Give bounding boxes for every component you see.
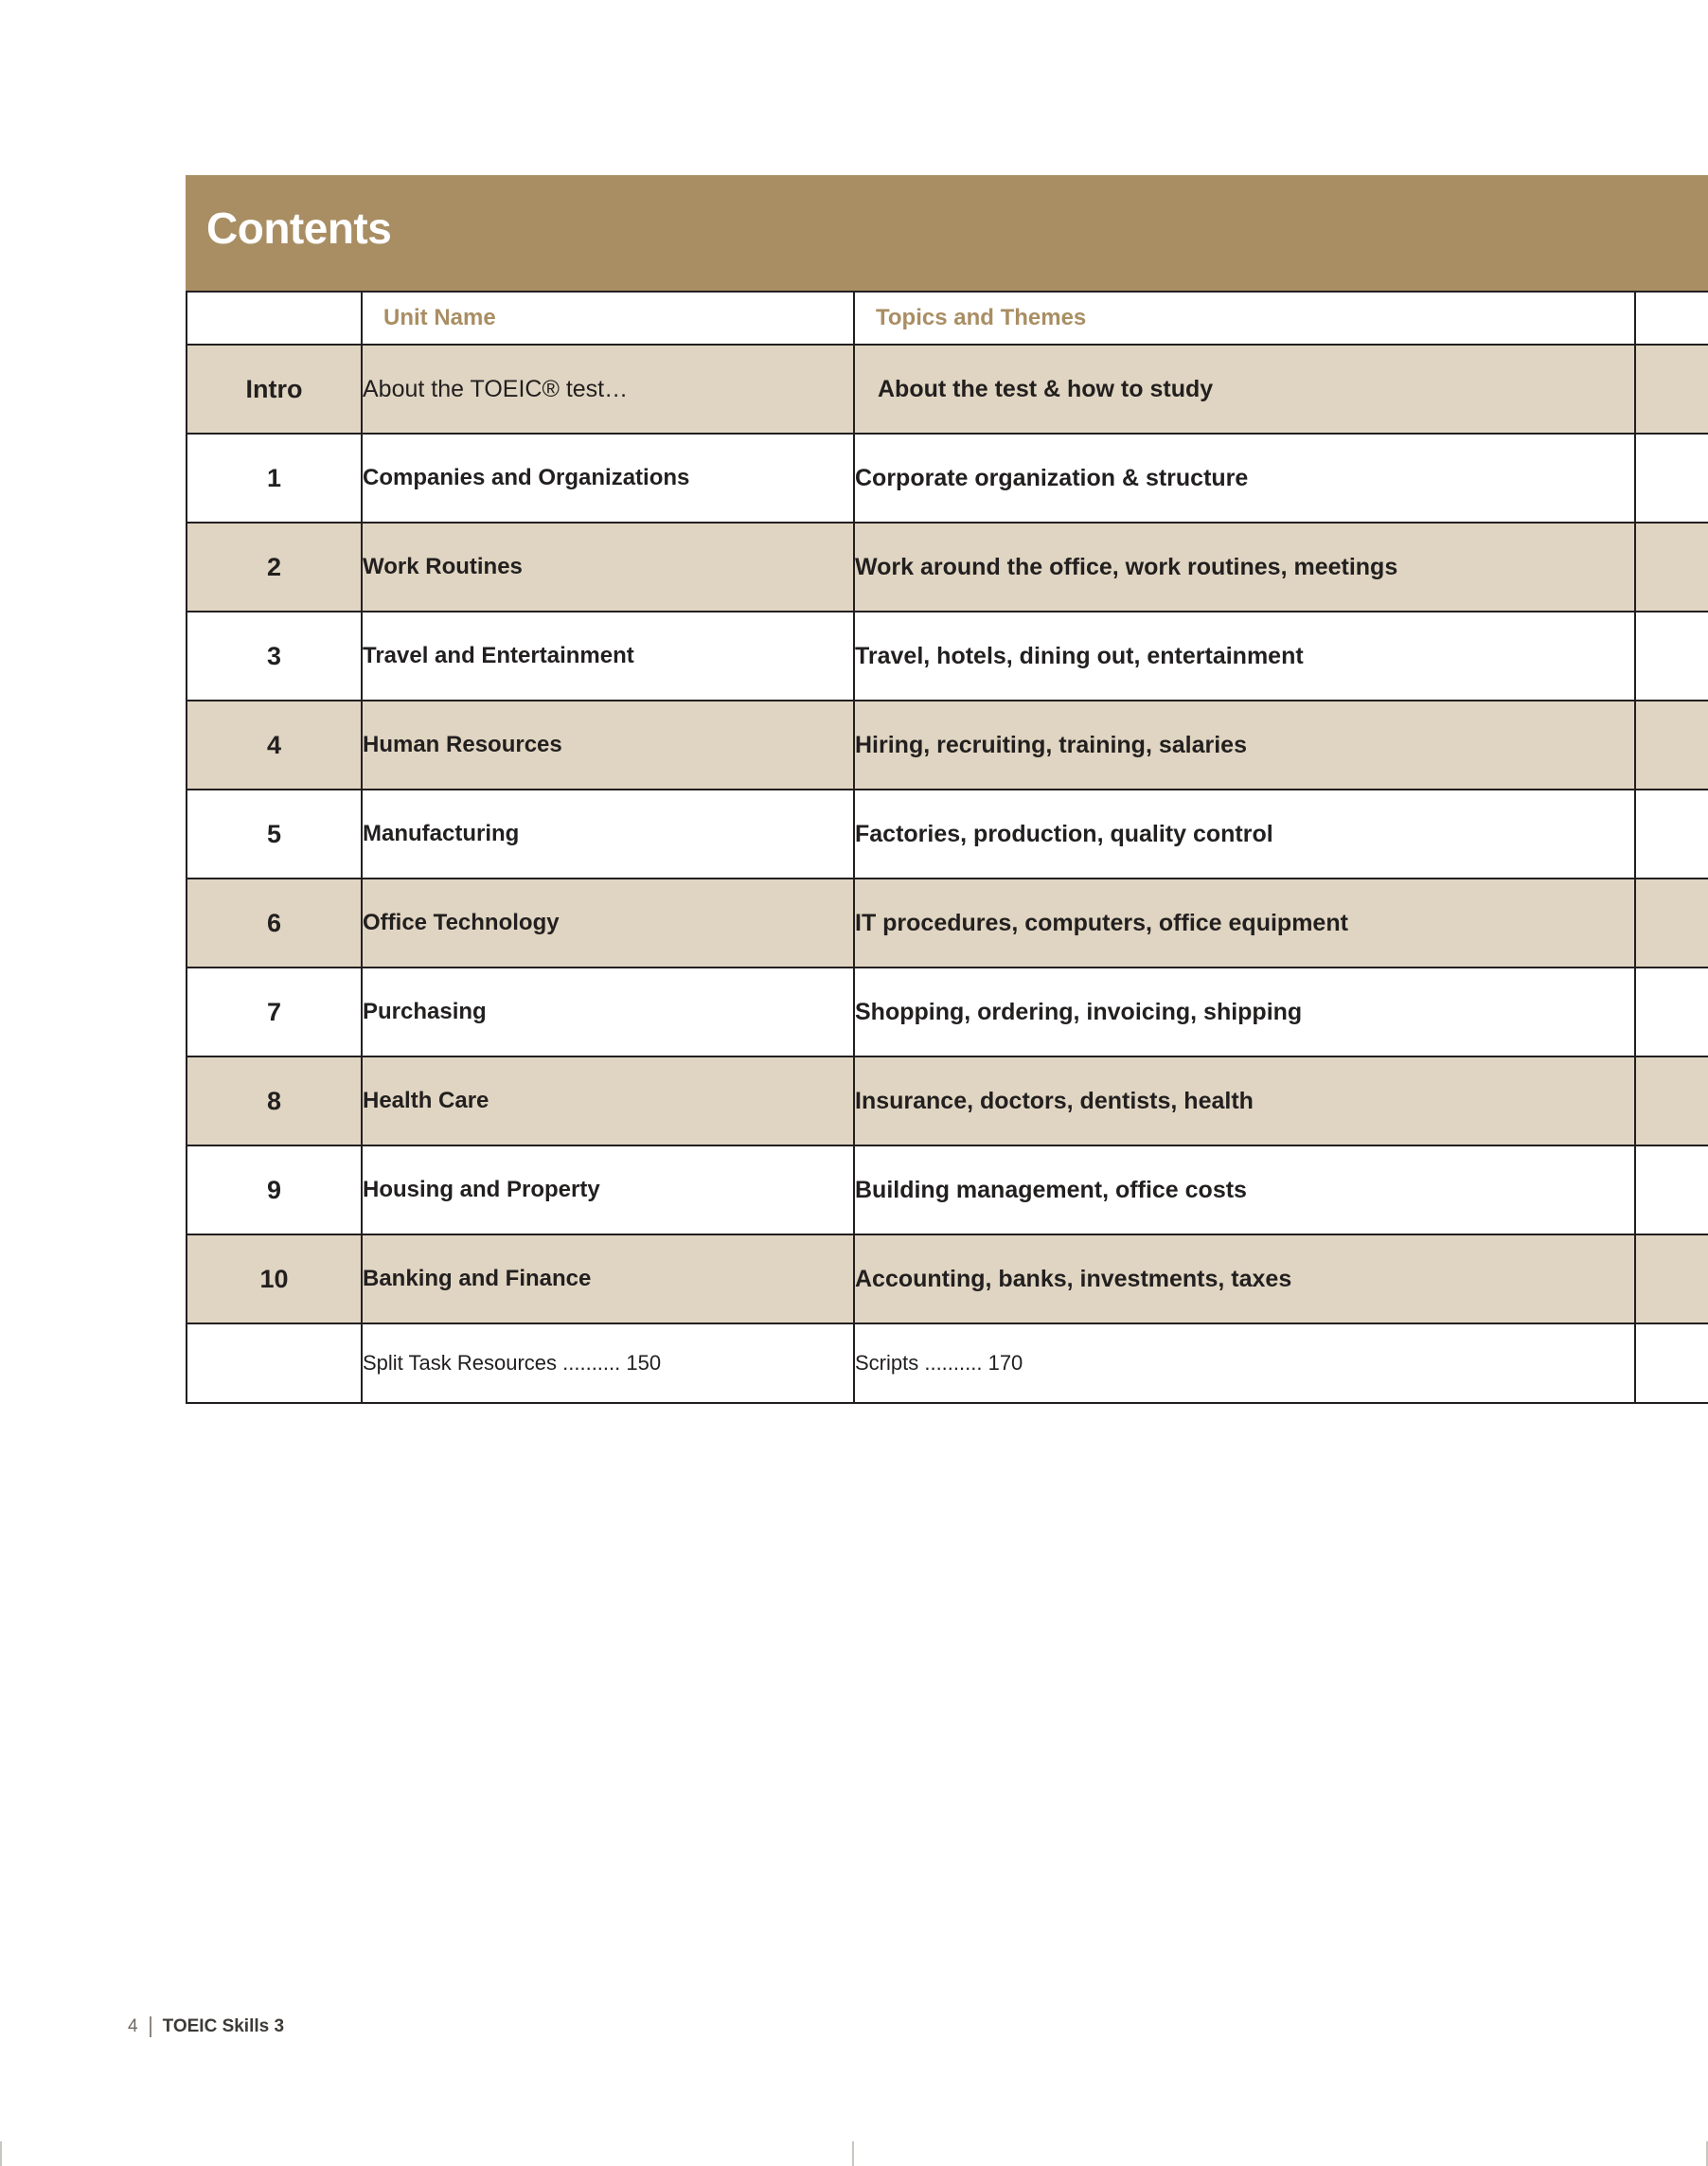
split-task-resources-entry: Split Task Resources .......... 150: [362, 1323, 854, 1403]
table-row: [187, 434, 1708, 523]
header-cell-extra: [1635, 292, 1708, 345]
footer-book-title: TOEIC Skills 3: [162, 2016, 285, 2036]
row-extra: [1635, 879, 1708, 968]
table-row: [187, 345, 1708, 434]
row-extra: [1635, 523, 1708, 612]
page-title: Contents: [206, 204, 392, 253]
page-footer: [128, 2016, 284, 2037]
row-unit-name: Health Care: [362, 1056, 854, 1145]
footer-page-number: 4: [128, 2016, 138, 2036]
row-topic: Corporate organization & structure: [854, 434, 1635, 523]
row-extra: [1635, 1145, 1708, 1234]
row-topic: Hiring, recruiting, training, salaries: [854, 701, 1635, 790]
footer-cell-number: [187, 1323, 362, 1403]
row-unit-name: Human Resources: [362, 701, 854, 790]
row-unit-name: Housing and Property: [362, 1145, 854, 1234]
scripts-entry: Scripts .......... 170: [854, 1323, 1635, 1403]
row-number: 10: [187, 1234, 362, 1323]
table-row: [187, 1056, 1708, 1145]
row-unit-name: Purchasing: [362, 968, 854, 1056]
row-unit-name: Banking and Finance: [362, 1234, 854, 1323]
table-row: [187, 1234, 1708, 1323]
row-unit-name: Manufacturing: [362, 790, 854, 879]
header-cell-unit-name: [362, 292, 854, 345]
table-row: [187, 790, 1708, 879]
footer-cell-extra: [1635, 1323, 1708, 1403]
row-topic: Factories, production, quality control: [854, 790, 1635, 879]
crop-mark-left: [0, 2141, 2, 2166]
table-row: [187, 879, 1708, 968]
row-number: 8: [187, 1056, 362, 1145]
row-unit-name: Work Routines: [362, 523, 854, 612]
row-topic: IT procedures, computers, office equipment: [854, 879, 1635, 968]
row-extra: [1635, 345, 1708, 434]
crop-mark-center: [852, 2141, 854, 2166]
row-topic: Insurance, doctors, dentists, health: [854, 1056, 1635, 1145]
footer-divider: [150, 2016, 151, 2037]
row-number: Intro: [187, 345, 362, 434]
row-number: 2: [187, 523, 362, 612]
row-unit-name: Companies and Organizations: [362, 434, 854, 523]
row-topic: Travel, hotels, dining out, entertainment: [854, 612, 1635, 701]
header-cell-number: [187, 292, 362, 345]
header-label-topics: Topics and Themes: [876, 305, 1087, 330]
row-unit-name: [362, 345, 854, 434]
row-number: 3: [187, 612, 362, 701]
row-number: 5: [187, 790, 362, 879]
table-row: [187, 1145, 1708, 1234]
header-label-unit-name: Unit Name: [383, 305, 496, 330]
row-extra: [1635, 701, 1708, 790]
table-footer-row: [187, 1323, 1708, 1403]
table-row: [187, 701, 1708, 790]
row-extra: [1635, 1234, 1708, 1323]
row-number: 9: [187, 1145, 362, 1234]
table-row: [187, 523, 1708, 612]
row-extra: [1635, 612, 1708, 701]
row-unit-name: Travel and Entertainment: [362, 612, 854, 701]
contents-banner: [186, 175, 1708, 291]
row-topic: Accounting, banks, investments, taxes: [854, 1234, 1635, 1323]
row-topic: Work around the office, work routines, meetings: [854, 523, 1635, 612]
row-number: 1: [187, 434, 362, 523]
row-extra: [1635, 968, 1708, 1056]
row-number: 7: [187, 968, 362, 1056]
row-number: 4: [187, 701, 362, 790]
row-topic: Building management, office costs: [854, 1145, 1635, 1234]
header-cell-topics: [854, 292, 1635, 345]
row-number: 6: [187, 879, 362, 968]
row-extra: [1635, 790, 1708, 879]
row-extra: [1635, 1056, 1708, 1145]
row-topic: About the test & how to study: [854, 345, 1635, 434]
table-row: [187, 612, 1708, 701]
row-extra: [1635, 434, 1708, 523]
row-unit-name-text: About the TOEIC® test…: [363, 375, 629, 402]
row-unit-name: Office Technology: [362, 879, 854, 968]
table-row: [187, 968, 1708, 1056]
table-of-contents: [186, 291, 1708, 1404]
table-header-row: [187, 292, 1708, 345]
row-topic: Shopping, ordering, invoicing, shipping: [854, 968, 1635, 1056]
